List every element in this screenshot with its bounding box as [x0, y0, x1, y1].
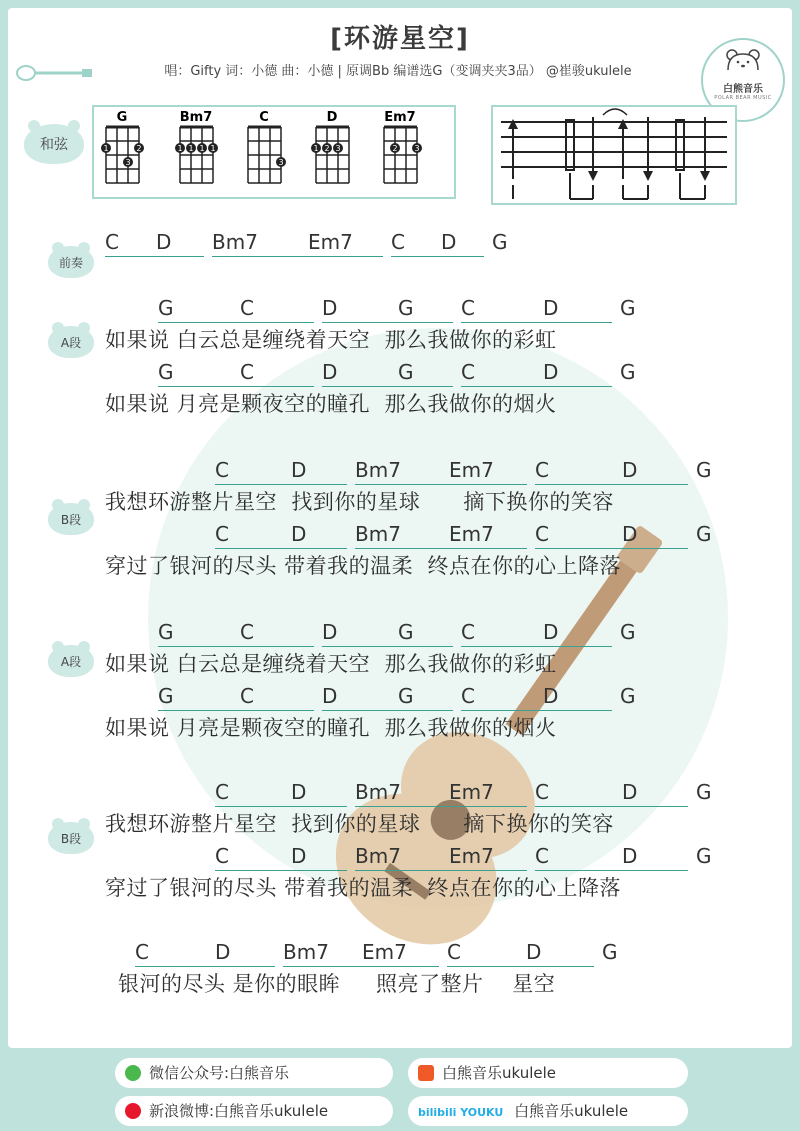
chord-underline — [105, 256, 204, 257]
chord-label: C — [535, 780, 549, 804]
chord-Em7 — [384, 110, 422, 183]
strum-pattern-diagram — [493, 107, 735, 203]
chord-label: G — [620, 684, 636, 708]
chord-label: G — [158, 684, 174, 708]
chord-label: G — [696, 458, 712, 482]
finger-number: 2 — [136, 144, 142, 153]
chord-label: C — [461, 360, 475, 384]
chord-label: C — [461, 296, 475, 320]
chord-label: D — [622, 780, 638, 804]
chord-label: C — [535, 844, 549, 868]
song-line — [8, 940, 792, 996]
chord-label: G — [620, 296, 636, 320]
chord-label: C — [461, 684, 475, 708]
ukulele-icon — [14, 63, 94, 83]
chord-Bm7 — [175, 110, 218, 183]
weibo-label: 新浪微博:白熊音乐ukulele — [149, 1102, 329, 1120]
chord-underline — [535, 806, 688, 807]
chord-label: C — [535, 458, 549, 482]
video-label: 白熊音乐ukulele — [514, 1102, 629, 1120]
song-line — [8, 844, 792, 900]
chord-underline — [158, 386, 314, 387]
chord-label: G — [398, 296, 414, 320]
wechat-label: 微信公众号:白熊音乐 — [149, 1064, 290, 1082]
chord-diagrams — [92, 105, 456, 199]
chord-underline — [535, 548, 688, 549]
chord-label: G — [158, 360, 174, 384]
lyric-line: 如果说 月亮是颗夜空的瞳孔 那么我做你的烟火 — [105, 392, 557, 416]
chord-label: G — [398, 620, 414, 644]
chord-label: G — [158, 296, 174, 320]
chord-underline — [447, 966, 594, 967]
polar-bear-icon — [723, 48, 763, 72]
chord-label: Em7 — [308, 230, 353, 254]
chord-label: G — [620, 360, 636, 384]
chord-label: Bm7 — [283, 940, 329, 964]
chord-label: D — [322, 620, 338, 644]
chord-underline — [158, 646, 314, 647]
chord-label: C — [447, 940, 461, 964]
chord-label: D — [526, 940, 542, 964]
finger-number: 1 — [210, 144, 216, 153]
chord-label: G — [696, 780, 712, 804]
section-tag-b1: B段 — [48, 503, 94, 535]
finger-number: 1 — [177, 144, 183, 153]
chord-label: G — [602, 940, 618, 964]
chord-underline — [135, 966, 275, 967]
chord-underline — [355, 484, 527, 485]
chord-label: C — [215, 458, 229, 482]
lyric-line: 我想环游整片星空 找到你的星球 摘下换你的笑容 — [105, 812, 614, 836]
chord-label: D — [291, 522, 307, 546]
song-title: [环游星空] — [330, 24, 470, 54]
finger-number: 1 — [313, 144, 319, 153]
chord-label: G — [492, 230, 508, 254]
chord-underline — [535, 484, 688, 485]
section-tag-a1: A段 — [48, 326, 94, 358]
song-line — [8, 684, 792, 740]
chord-label: C — [240, 684, 254, 708]
chord-name: Bm7 — [179, 110, 213, 125]
wechat-pill[interactable] — [115, 1058, 393, 1088]
chord-underline — [215, 806, 347, 807]
chord-label: D — [622, 522, 638, 546]
chord-underline — [158, 322, 314, 323]
video-pill[interactable] — [408, 1096, 688, 1126]
chord-underline — [355, 806, 527, 807]
song-line — [8, 780, 792, 836]
lyric-line: 如果说 白云总是缠绕着天空 那么我做你的彩虹 — [105, 652, 557, 676]
lyric-line: 如果说 白云总是缠绕着天空 那么我做你的彩虹 — [105, 328, 557, 352]
chord-label: Bm7 — [355, 458, 401, 482]
song-line — [8, 360, 792, 416]
chord-label: Bm7 — [355, 844, 401, 868]
chord-label: D — [543, 620, 559, 644]
chord-label: G — [620, 620, 636, 644]
section-tag-a2: A段 — [48, 645, 94, 677]
chord-underline — [215, 484, 347, 485]
strum-pattern — [491, 105, 737, 205]
chord-label: G — [158, 620, 174, 644]
chord-label: C — [461, 620, 475, 644]
song-sheet — [8, 8, 792, 1120]
finger-number: 3 — [125, 158, 131, 167]
chord-label: D — [322, 296, 338, 320]
chord-underline — [158, 710, 314, 711]
chord-name: Em7 — [384, 110, 416, 125]
finger-number: 1 — [188, 144, 194, 153]
chord-underline — [215, 548, 347, 549]
chord-underline — [355, 548, 527, 549]
finger-number: 3 — [414, 144, 420, 153]
chord-underline — [461, 646, 612, 647]
chord-name: G — [116, 110, 128, 125]
chord-label: D — [622, 844, 638, 868]
chord-underline — [212, 256, 383, 257]
song-line — [8, 230, 792, 258]
chord-label: D — [543, 296, 559, 320]
chord-label: D — [322, 684, 338, 708]
logo-text: 白熊音乐 — [723, 84, 763, 95]
chord-diagram-canvas — [94, 107, 454, 197]
chord-label: D — [156, 230, 172, 254]
chord-label: C — [535, 522, 549, 546]
song-meta: 唱：Gifty 词：小德 曲：小德 | 原调Bb 编谱选G（变调夹夹3品） @崔骏ukulele — [164, 64, 632, 79]
chord-underline — [535, 870, 688, 871]
lyric-line: 我想环游整片星空 找到你的星球 摘下换你的笑容 — [105, 490, 614, 514]
chord-label: G — [696, 844, 712, 868]
chord-label: Em7 — [449, 458, 494, 482]
finger-number: 3 — [278, 158, 284, 167]
logo-subtext: POLAR BEAR MUSIC — [714, 95, 772, 101]
chord-underline — [461, 710, 612, 711]
finger-number: 2 — [324, 144, 330, 153]
chord-underline — [322, 322, 453, 323]
chord-underline — [461, 386, 612, 387]
chord-label: Bm7 — [355, 522, 401, 546]
chord-label: G — [398, 684, 414, 708]
chord-label: Em7 — [449, 780, 494, 804]
song-line — [8, 458, 792, 514]
section-tag-intro: 前奏 — [48, 246, 94, 278]
finger-number: 1 — [199, 144, 205, 153]
chord-label: G — [398, 360, 414, 384]
chord-underline — [283, 966, 439, 967]
chord-label: C — [240, 296, 254, 320]
section-tag-b2: B段 — [48, 822, 94, 854]
chord-label: Bm7 — [212, 230, 258, 254]
chord-underline — [322, 386, 453, 387]
chord-label: C — [105, 230, 119, 254]
chord-label: D — [215, 940, 231, 964]
chord-label: D — [291, 780, 307, 804]
weibo-icon — [125, 1103, 141, 1119]
lyric-line: 穿过了银河的尽头 带着我的温柔 终点在你的心上降落 — [105, 554, 622, 578]
lyric-line: 如果说 月亮是颗夜空的瞳孔 那么我做你的烟火 — [105, 716, 557, 740]
weibo-pill[interactable] — [115, 1096, 393, 1126]
chord-label: C — [240, 360, 254, 384]
taobao-icon — [418, 1065, 434, 1081]
chord-label: C — [391, 230, 405, 254]
chord-label: C — [215, 522, 229, 546]
finger-number: 2 — [392, 144, 398, 153]
chord-label: D — [441, 230, 457, 254]
chord-C — [248, 110, 286, 183]
chord-label: D — [622, 458, 638, 482]
chord-underline — [322, 646, 453, 647]
chord-label: C — [135, 940, 149, 964]
chord-name: D — [326, 110, 338, 125]
chord-label: C — [240, 620, 254, 644]
chord-label: D — [543, 684, 559, 708]
chord-label: G — [696, 522, 712, 546]
chord-label: Em7 — [449, 844, 494, 868]
chord-section-tag: 和弦 — [24, 124, 84, 164]
chord-label: Bm7 — [355, 780, 401, 804]
chord-label: C — [215, 844, 229, 868]
video-brands: bilibili YOUKU — [418, 1106, 504, 1119]
chord-G — [101, 110, 144, 183]
lyric-line: 银河的尽头 是你的眼眸 照亮了整片 星空 — [118, 972, 556, 996]
chord-label: Em7 — [362, 940, 407, 964]
chord-underline — [391, 256, 484, 257]
chord-label: D — [322, 360, 338, 384]
chord-label: D — [291, 844, 307, 868]
chord-underline — [461, 322, 612, 323]
chord-label: Em7 — [449, 522, 494, 546]
chord-label: D — [543, 360, 559, 384]
chord-underline — [355, 870, 527, 871]
chord-label: D — [291, 458, 307, 482]
chord-underline — [215, 870, 347, 871]
lyric-line: 穿过了银河的尽头 带着我的温柔 终点在你的心上降落 — [105, 876, 622, 900]
chord-name: C — [259, 110, 269, 125]
taobao-pill[interactable] — [408, 1058, 688, 1088]
song-line — [8, 522, 792, 578]
finger-number: 1 — [103, 144, 109, 153]
chord-D — [311, 110, 349, 183]
finger-number: 3 — [335, 144, 341, 153]
wechat-icon — [125, 1065, 141, 1081]
taobao-label: 白熊音乐ukulele — [442, 1064, 557, 1082]
chord-label: C — [215, 780, 229, 804]
chord-underline — [322, 710, 453, 711]
